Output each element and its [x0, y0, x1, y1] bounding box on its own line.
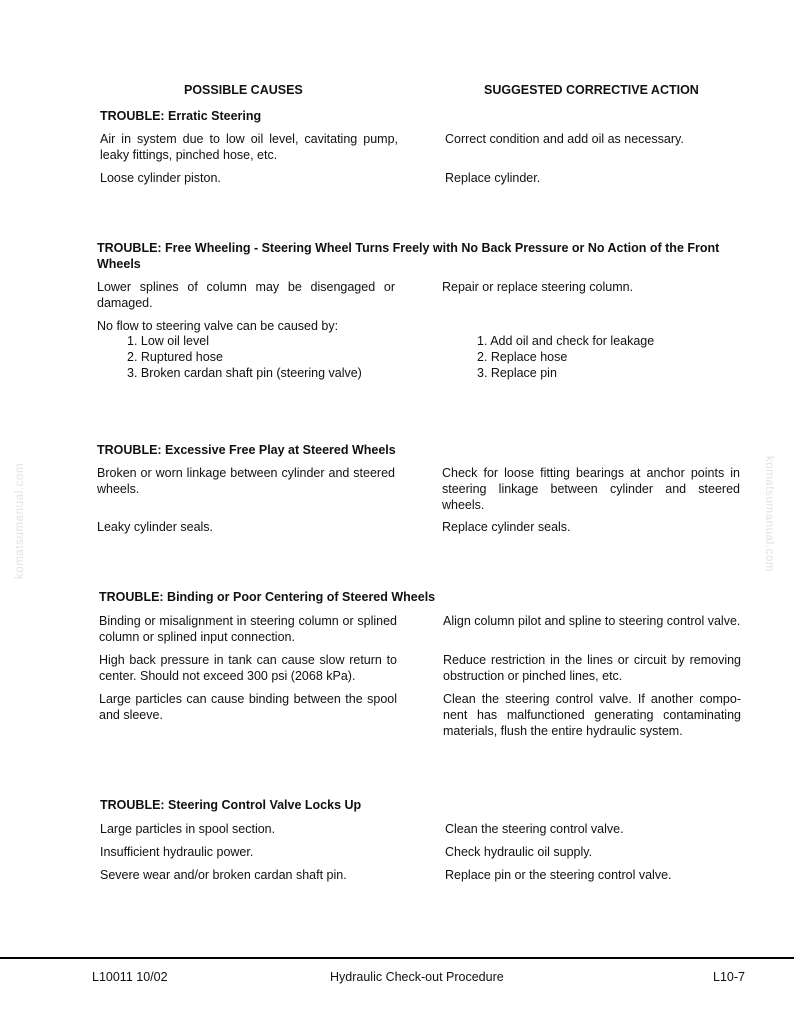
footer-doc-id: L10011 10/02 [92, 970, 168, 984]
action-text: Correct condition and add oil as necessary. [445, 132, 684, 146]
action-text: Replace cylinder seals. [442, 520, 571, 534]
section-title: TROUBLE: Binding or Poor Centering of Steered Wheels [99, 590, 436, 604]
cause-text: Insufficient hydraulic power. [100, 845, 254, 859]
list-item: 2. Replace hose [477, 350, 568, 364]
action-text: Clean the steering control valve. If another compo-nent has malfunctioned generating contaminating materials, flush the entire hydraulic system. [443, 692, 741, 738]
action-text: Repair or replace steering column. [442, 280, 634, 294]
action-text: Reduce restriction in the lines or circuit by removing obstruction or pinched lines, etc. [443, 653, 741, 683]
list-item: 1. Low oil level [127, 334, 209, 348]
cause-text: Air in system due to low oil level, cavitating pump, leaky fittings, pinched hose, etc. [100, 132, 398, 162]
section-title: TROUBLE: Excessive Free Play at Steered Wheels [97, 443, 396, 457]
cause-text: High back pressure in tank can cause slow return to center. Should not exceed 300 psi (2068 kPa). [99, 653, 397, 683]
section-title: TROUBLE: Erratic Steering [100, 109, 262, 123]
cause-text: Loose cylinder piston. [100, 171, 221, 185]
action-text: Clean the steering control valve. [445, 822, 624, 836]
cause-text: Leaky cylinder seals. [97, 520, 214, 534]
cause-text: Large particles in spool section. [100, 822, 276, 836]
possible-causes-header: POSSIBLE CAUSES [184, 83, 303, 97]
action-text: Check for loose fitting bearings at anchor points in steering linkage between cylinder and steered wheels. [442, 466, 740, 512]
watermark-right: komatsumanual.com [763, 455, 776, 573]
footer-title: Hydraulic Check-out Procedure [330, 970, 504, 984]
action-text: Align column pilot and spline to steering control valve. [443, 614, 741, 628]
section-title: TROUBLE: Steering Control Valve Locks Up [100, 798, 362, 812]
corrective-action-header: SUGGESTED CORRECTIVE ACTION [484, 83, 699, 97]
action-text: Check hydraulic oil supply. [445, 845, 593, 859]
cause-text: Binding or misalignment in steering column or splined column or splined input connection. [99, 614, 397, 644]
section-title: TROUBLE: Free Wheeling - Steering Wheel Turns Freely with No Back Pressure or No Action of the Front Wheels [97, 241, 720, 271]
cause-text: Broken or worn linkage between cylinder and steered wheels. [97, 466, 395, 496]
action-text: Replace pin or the steering control valve. [445, 868, 672, 882]
cause-text: Large particles can cause binding between the spool and sleeve. [99, 692, 397, 722]
list-item: 3. Replace pin [477, 366, 557, 380]
cause-text: Severe wear and/or broken cardan shaft pin. [100, 868, 347, 882]
list-item: 2. Ruptured hose [127, 350, 223, 364]
list-item: 1. Add oil and check for leakage [477, 334, 655, 348]
watermark-left: komatsumanual.com [14, 462, 27, 580]
list-item: 3. Broken cardan shaft pin (steering valve) [127, 366, 362, 380]
cause-text: Lower splines of column may be disengaged or damaged. [97, 280, 395, 310]
footer-rule [0, 957, 794, 959]
footer-page-number: L10-7 [713, 970, 745, 984]
action-text: Replace cylinder. [445, 171, 541, 185]
cause-text: No flow to steering valve can be caused by: [97, 319, 339, 333]
